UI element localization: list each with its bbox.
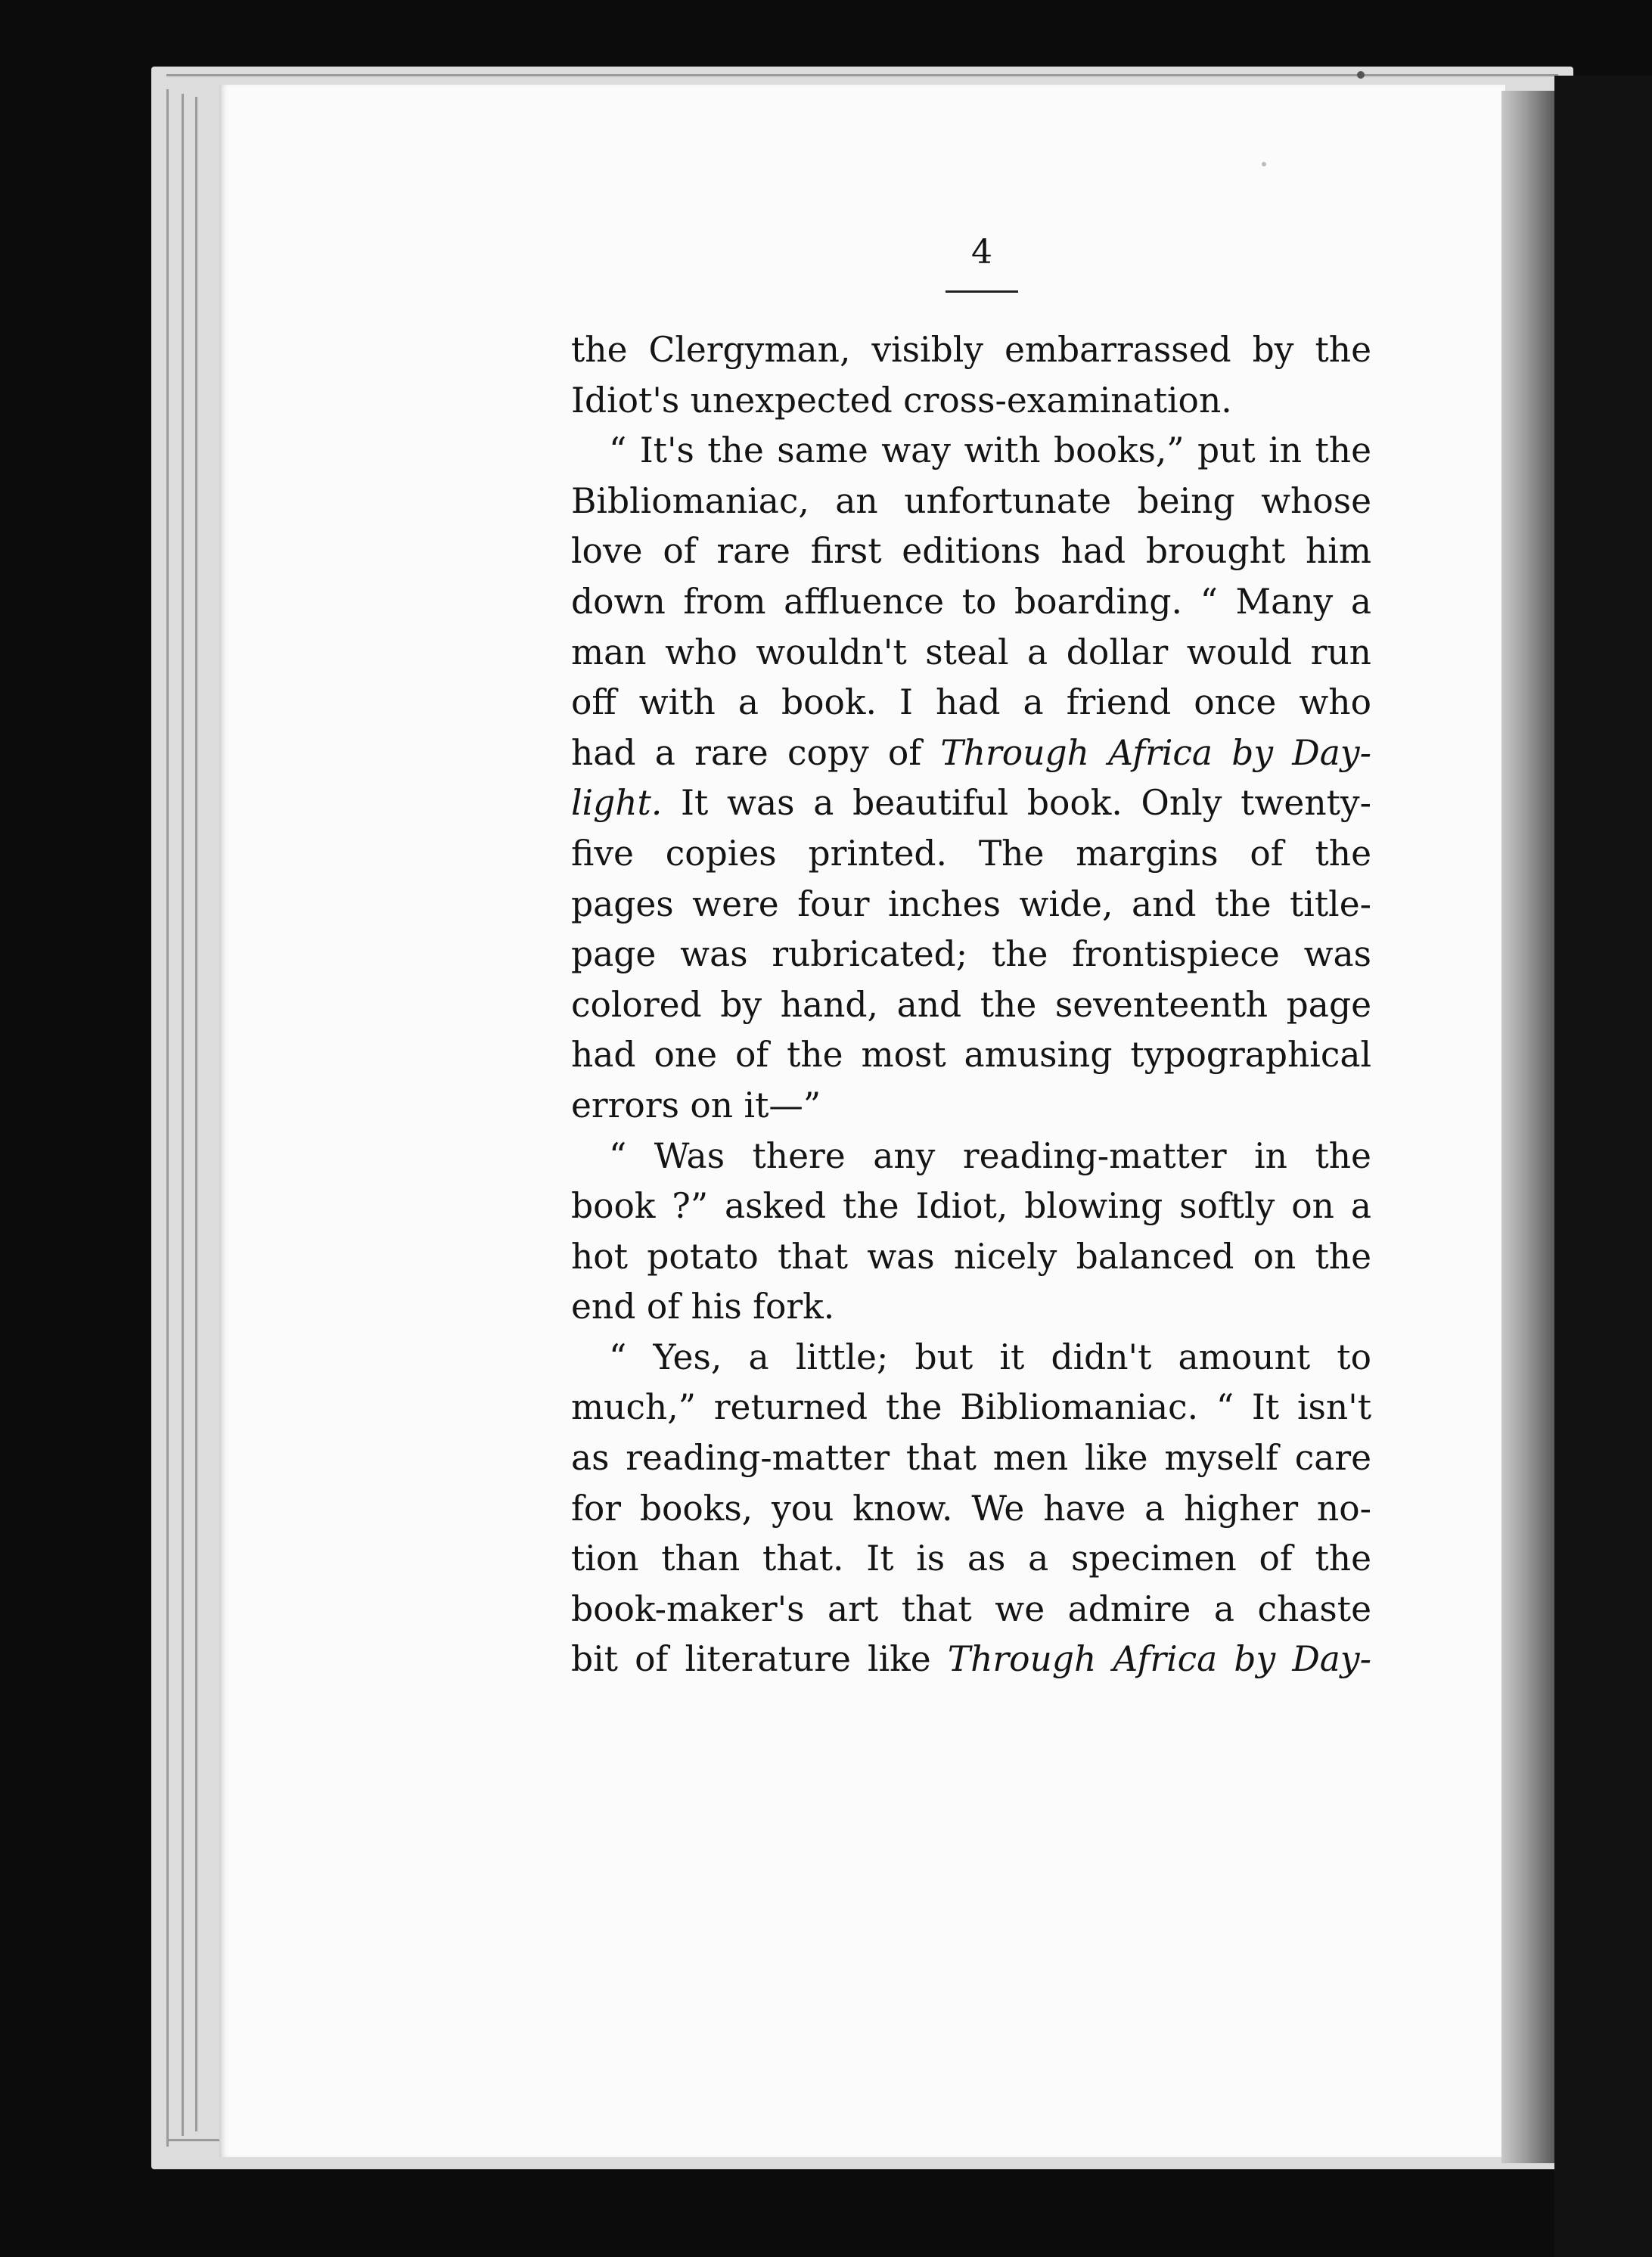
page-edge-line [182, 94, 184, 2136]
text-line: the Clergyman, visibly embarrassed by the [571, 330, 1371, 370]
page-edge-line [195, 97, 197, 2131]
text-line: “ It's the same way with books,” put in the [609, 430, 1371, 471]
text-line: man who wouldn't steal a dollar would run [571, 632, 1371, 672]
text-line [571, 1635, 1371, 1685]
page-number-rule [946, 290, 1018, 293]
text-line: “ Was there any reading-matter in the [609, 1135, 1371, 1176]
text-line: five copies printed. The margins of the [571, 833, 1371, 874]
text-run: bit of literature like [571, 1639, 948, 1680]
text-line: errors on it—” [571, 1085, 821, 1125]
text-run: had a rare copy of [571, 732, 941, 773]
text-line [571, 728, 1371, 779]
text-line: “ Yes, a little; but it didn't amount to [609, 1337, 1371, 1377]
text-line: love of rare first editions had brought him [571, 531, 1371, 572]
text-line: colored by hand, and the seventeenth page [571, 984, 1371, 1025]
text-line: off with a book. I had a friend once who [571, 682, 1371, 723]
text-line: Bibliomaniac, an unfortunate being whose [571, 480, 1371, 521]
page-gutter [1501, 91, 1554, 2163]
page-edge-line [166, 89, 169, 2147]
text-line: page was rubricated; the frontispiece was [571, 934, 1371, 975]
italic-title: Through Africa by Day- [940, 732, 1371, 773]
text-line: hot potato that was nicely balanced on the [571, 1236, 1371, 1277]
text-line: had one of the most amusing typographical [571, 1035, 1371, 1076]
text-line: pages were four inches wide, and the title- [571, 883, 1371, 924]
italic-title: Through Africa by Day- [947, 1639, 1371, 1680]
text-line: down from affluence to boarding. “ Many a [571, 581, 1371, 622]
text-line: book ?” asked the Idiot, blowing softly on a [571, 1186, 1371, 1227]
scan-border [1554, 76, 1652, 2257]
text-run: It was a beautiful book. Only twenty- [662, 783, 1371, 824]
text-line: much,” returned the Bibliomaniac. “ It isn't [571, 1387, 1371, 1428]
page-edge-line [166, 74, 1558, 76]
text-line: for books, you know. We have a higher no- [571, 1488, 1371, 1529]
text-line: book-maker's art that we admire a chaste [571, 1588, 1371, 1629]
text-line [571, 778, 1371, 829]
paper-speck [1357, 71, 1365, 79]
italic-title: light. [571, 783, 663, 824]
text-line: Idiot's unexpected cross-examination. [571, 380, 1232, 421]
text-line: tion than that. It is as a specimen of the [571, 1538, 1371, 1579]
text-line: as reading-matter that men like myself care [571, 1438, 1371, 1479]
paper-speck [1262, 162, 1266, 166]
text-line: end of his fork. [571, 1287, 835, 1327]
page-number: 4 [971, 233, 992, 272]
body-text [571, 325, 1371, 1685]
